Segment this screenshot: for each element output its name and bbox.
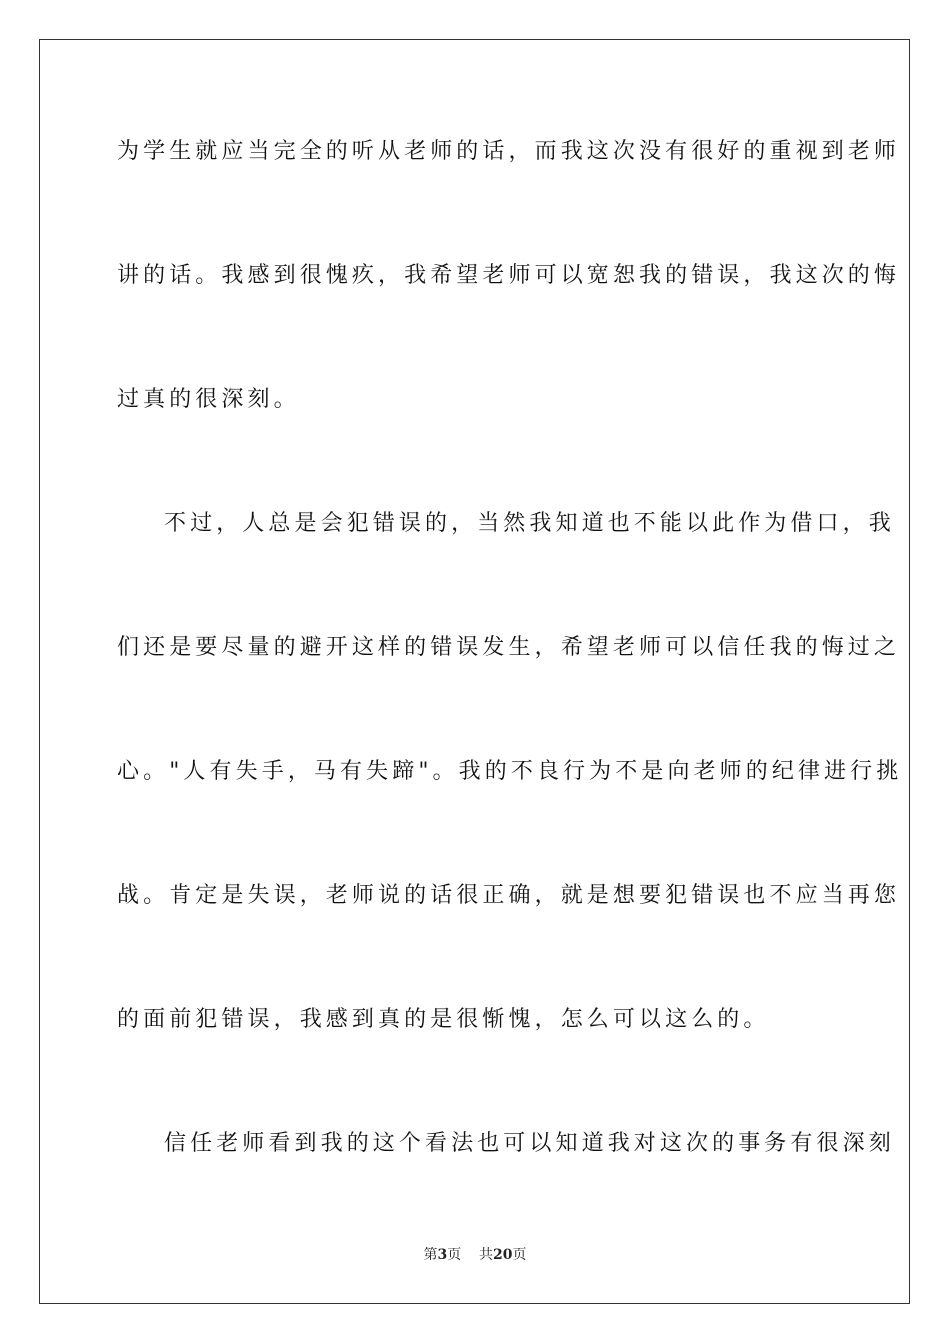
total-suffix: 页 [512, 1247, 527, 1263]
body-line-7: 战。肯定是失误，老师说的话很正确，就是想要犯错误也不应当再您 [117, 883, 901, 908]
page-prefix: 第 [423, 1247, 438, 1263]
page-number: 3 [437, 1247, 448, 1263]
body-line-1: 为学生就应当完全的听从老师的话，而我这次没有很好的重视到老师 [117, 139, 901, 164]
body-line-6: 心。"人有失手，马有失蹄"。我的不良行为不是向老师的纪律进行挑 [117, 759, 903, 784]
total-pages: 20 [493, 1247, 513, 1263]
body-line-3: 过真的很深刻。 [117, 387, 300, 412]
page-border [39, 39, 910, 1304]
body-line-8: 的面前犯错误，我感到真的是很惭愧，怎么可以这么的。 [117, 1007, 770, 1032]
body-line-9: 信任老师看到我的这个看法也可以知道我对这次的事务有很深刻 [164, 1131, 895, 1156]
page-footer [0, 1246, 950, 1264]
body-line-4: 不过，人总是会犯错误的，当然我知道也不能以此作为借口，我 [164, 511, 895, 536]
total-prefix: 共 [479, 1247, 494, 1263]
body-line-2: 讲的话。我感到很愧疚，我希望老师可以宽恕我的错误，我这次的悔 [117, 263, 901, 288]
body-line-5: 们还是要尽量的避开这样的错误发生，希望老师可以信任我的悔过之 [117, 635, 901, 660]
page-suffix: 页 [447, 1247, 462, 1263]
